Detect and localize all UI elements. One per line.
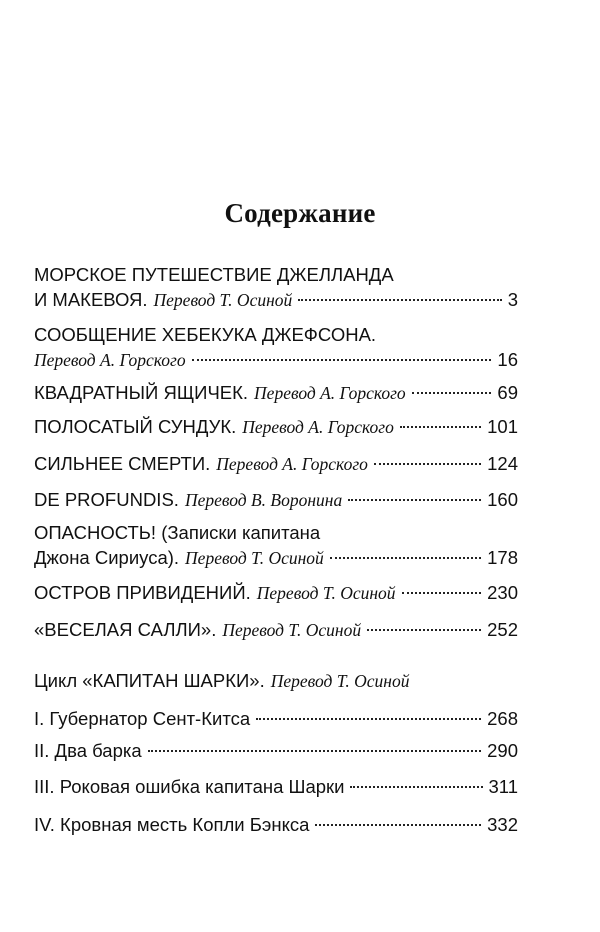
toc-entry-page: 16 xyxy=(497,349,518,370)
toc-entry-title: DE PROFUNDIS. xyxy=(34,489,179,510)
toc-entry-translator: Перевод А. Горского xyxy=(216,454,368,474)
dot-leader xyxy=(367,629,481,631)
page-title: Содержание xyxy=(224,198,376,228)
toc-entry-line xyxy=(34,451,518,477)
toc-entry-line xyxy=(34,347,518,373)
toc-entry xyxy=(34,580,518,606)
dot-leader xyxy=(298,299,501,301)
chapter-title: IV. Кровная месть Копли Бэнкса xyxy=(34,814,310,835)
toc-entry-title: КВАДРАТНЫЙ ЯЩИЧЕК. xyxy=(34,382,249,403)
toc-entry xyxy=(34,617,518,643)
toc-entry xyxy=(34,380,518,406)
toc-entry-title: ОСТРОВ ПРИВИДЕНИЙ. xyxy=(34,582,251,603)
cycle-title: Цикл «КАПИТАН ШАРКИ». xyxy=(34,670,265,691)
toc-entry-page: 69 xyxy=(497,382,518,403)
chapter-page: 268 xyxy=(487,708,518,729)
chapter-title: III. Роковая ошибка капитана Шарки xyxy=(34,776,345,797)
cycle-translator: Перевод Т. Осиной xyxy=(270,671,410,691)
chapter-page: 290 xyxy=(487,740,518,761)
toc-entry-line xyxy=(34,812,518,837)
chapter-page: 332 xyxy=(487,814,518,835)
toc-entry-line xyxy=(34,414,518,440)
dot-leader xyxy=(400,426,481,428)
toc-entry xyxy=(34,520,518,571)
toc-entry-translator: Перевод Т. Осиной xyxy=(256,583,396,603)
dot-leader xyxy=(348,499,481,501)
toc-entry xyxy=(34,487,518,513)
toc-entry xyxy=(34,262,518,313)
cycle-chapter xyxy=(34,774,518,799)
toc-entry-title: Джона Сириуса). xyxy=(34,547,180,568)
toc-entry-line xyxy=(34,706,518,731)
toc-entry-line xyxy=(34,617,518,643)
toc-entry-line xyxy=(34,738,518,763)
chapter-page: 311 xyxy=(488,776,518,797)
toc-entry-title: СИЛЬНЕЕ СМЕРТИ. xyxy=(34,453,211,474)
toc-entry-translator: Перевод Т. Осиной xyxy=(222,620,362,640)
toc-entry-line xyxy=(34,262,518,287)
chapter-title: II. Два барка xyxy=(34,740,142,761)
toc-entry-translator: Перевод В. Воронина xyxy=(184,490,343,510)
toc-entry-line xyxy=(34,487,518,513)
toc-entry-line xyxy=(34,322,518,347)
toc-entry xyxy=(34,414,518,440)
dot-leader xyxy=(412,392,492,394)
dot-leader xyxy=(402,592,482,594)
cycle-chapter xyxy=(34,706,518,731)
toc-entry-page: 252 xyxy=(487,619,518,640)
toc-entry-translator: Перевод А. Горского xyxy=(34,350,186,370)
toc-entry-translator: Перевод А. Горского xyxy=(254,383,406,403)
cycle-heading xyxy=(34,668,518,694)
toc-entry-translator: Перевод Т. Осиной xyxy=(185,548,324,568)
chapter-title: I. Губернатор Сент-Китса xyxy=(34,708,251,729)
toc-entry-line xyxy=(34,774,518,799)
toc-entry xyxy=(34,322,518,373)
toc-entry-title: СООБЩЕНИЕ ХЕБЕКУКА ДЖЕФСОНА. xyxy=(34,324,377,345)
toc-entry-line xyxy=(34,580,518,606)
dot-leader xyxy=(315,824,481,826)
toc-entry-page: 3 xyxy=(507,289,518,310)
toc-entry-title: ПОЛОСАТЫЙ СУНДУК. xyxy=(34,416,237,437)
dot-leader xyxy=(330,557,481,559)
toc-entry-line xyxy=(34,545,518,571)
toc-entry-line xyxy=(34,520,518,545)
toc-entry-translator: Перевод Т. Осиной xyxy=(153,290,293,310)
cycle-chapter xyxy=(34,812,518,837)
cycle-chapter xyxy=(34,738,518,763)
toc-entry-page: 230 xyxy=(487,582,518,603)
toc-entry-page: 101 xyxy=(487,416,518,437)
toc-entry-page: 178 xyxy=(487,547,518,568)
toc-entry-page: 160 xyxy=(487,489,518,510)
toc-entry xyxy=(34,451,518,477)
toc-entry-title: И МАКЕВОЯ. xyxy=(34,289,148,310)
toc-entry-line xyxy=(34,380,518,406)
toc-entry-title: «ВЕСЕЛАЯ САЛЛИ». xyxy=(34,619,217,640)
toc-entry-title-line1: ОПАСНОСТЬ! (Записки капитана xyxy=(34,522,321,543)
toc-entry-translator: Перевод А. Горского xyxy=(242,417,394,437)
toc-entry-page: 124 xyxy=(487,453,518,474)
dot-leader xyxy=(256,718,481,720)
dot-leader xyxy=(148,750,481,752)
dot-leader xyxy=(350,786,482,788)
dot-leader xyxy=(192,359,492,361)
toc-entry-line xyxy=(34,668,518,694)
toc-entry-line xyxy=(34,287,518,313)
dot-leader xyxy=(374,463,481,465)
toc-entry-title-line1: МОРСКОЕ ПУТЕШЕСТВИЕ ДЖЕЛЛАНДА xyxy=(34,264,394,285)
